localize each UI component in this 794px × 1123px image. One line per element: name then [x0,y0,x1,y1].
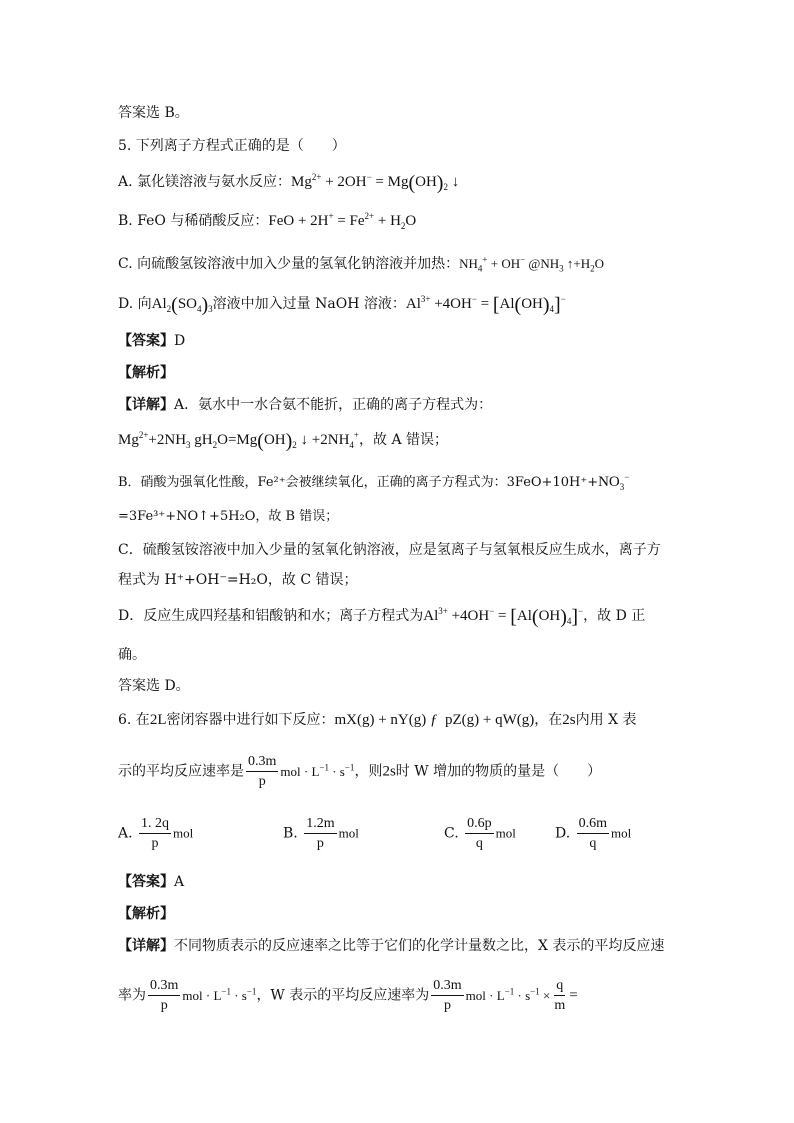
q5-d-label-pre: D. 向 [118,296,152,312]
q5-detail-b2: =3Fe³⁺+NO↑+5H₂O，故 B 错误； [118,509,339,524]
q5-d-reagent: $Al_2(SO_4)_3$ [151,294,213,316]
q6-detail2-pre: 率为 [118,987,146,1004]
q6-option-a-label: A. [118,825,133,842]
q5-option-d [118,294,566,315]
q5-answer [118,331,185,351]
q6-detail-rate-x: $\frac{0.3m}{p}$ [150,978,179,1013]
q6-stem [118,710,637,730]
q5-detail-tag: 【详解】 [118,397,174,413]
q5-conclusion: 答案选 D。 [118,678,190,694]
q6-option-b-fraction: $\frac{1.2m}{p}$ [306,816,335,851]
q6-option-c-fraction: $\frac{0.6p}{q}$ [467,816,492,851]
q6-detail-tag: 【详解】 [118,938,174,954]
q5-nitrate: $NO_3^-$ [598,472,630,492]
q5-option-a [118,172,459,193]
q5-detail-c2: 程式为 H⁺+OH⁻=H₂O，故 C 错误； [118,572,358,588]
q5-detail-d1 [118,606,645,627]
q6-volume: 2L [149,712,167,728]
q5-detail-d1-text: D．反应生成四羟基和铝酸钠和水；离子方程式为 [118,608,424,624]
q6-stem-mid: 密闭容器中进行如下反应： [166,712,335,728]
q5-d-equation: $Al^{3+} +4OH^- = [Al(OH)_4]^-$ [405,294,566,316]
q6-detail2-mid: ，W 表示的平均反应速率为 [256,987,430,1004]
q5-answer-value: D [174,333,186,349]
q5-answer-tag: 【答案】 [118,333,174,349]
q6-option-d-label: D. [555,825,571,842]
q5-detail-b-text: B．硝酸为强氧化性酸，Fe²⁺会被继续氧化，正确的离子方程式为：3FeO+10H⁺+ [118,475,599,490]
q6-analysis-tag: 【解析】 [118,906,174,922]
q5-c-equation: $NH_4^+ + OH^-$ $@NH_3$ $↑+H_2O$ [459,254,605,274]
q6-option-d: D. $\frac{0.6m}{q}$ mol [555,816,632,851]
q6-detail-rate-w: $\frac{0.3m}{p}$ [433,978,462,1013]
q5-detail-a-tail: ，故 A 错误； [359,432,449,448]
q5-option-b [118,211,416,231]
q6-line2-post2: 时 W 增加的物质的量是（ ） [395,763,602,780]
q6-reaction: mX(g) + nY(g) ƒ pZ(g) + qW(g) [334,712,535,728]
q5-detail-c1: C．硫酸氢铵溶液中加入少量的氢氧化钠溶液，应是氢离子与氢氧根反应生成水，离子方 [118,542,661,558]
q6-line2-pre: 示的平均反应速率是 [118,763,244,780]
q5-b-label: B. FeO 与稀硝酸反应： [118,213,269,229]
q6-option-b-label: B. [283,825,298,842]
q6-detail1-text: 不同物质表示的反应速率之比等于它们的化学计量数之比，X 表示的平均反应速 [174,938,665,954]
q6-line2-post: ，则 [354,763,383,780]
q5-a-equation: $Mg^{2+} + 2OH^- = Mg(OH)_2$ ↓ [291,172,460,194]
q5-c-label: C. 向硫酸氢铵溶液中加入少量的氢氧化钠溶液并加热： [118,256,460,272]
q5-detail-a [118,395,492,415]
q6-option-c-label: C. [444,825,459,842]
q6-option-a-fraction: $\frac{1. 2q}{p}$ [141,816,170,851]
q6-detail-ratio: $\frac{q}{m}$ [554,978,566,1013]
q5-a-label: A. 氯化镁溶液与氨水反应： [118,174,292,190]
q6-option-a: A. $\frac{1. 2q}{p}$ mol [118,816,194,851]
q6-detail2: 率为 $\frac{0.3m}{p}$ mol · $L^{-1} \cdot s^{-1}$，W 表示的平均反应速率为 $\frac{0.3m}{p}$ mol · $L^{-1} \cdot s^{-1}$ × $\frac{q}{m}$ = [118,978,578,1013]
q5-detail-b [118,472,629,493]
q5-analysis-tag: 【解析】 [118,365,174,381]
q6-answer-tag: 【答案】 [118,874,174,890]
q5-detail-a-equation-line [118,430,448,451]
q6-time2: 2s [382,763,396,780]
q6-stem-line2 [118,753,601,790]
q6-stem-post: ，在 [534,712,563,728]
q6-option-d-fraction: $\frac{0.6m}{q}$ [578,816,608,851]
q6-option-c: C. $\frac{0.6p}{q}$ mol [444,816,516,851]
q6-answer-value: A [174,874,185,890]
q6-rate-unit: mol · $L^{-1} \cdot s^{-1}$ [280,762,355,779]
q5-detail-d-equation: $Al^{3+} +4OH^- = [Al(OH)_4]^-$ [423,606,584,628]
q5-d-label-post: 溶液中加入过量 NaOH 溶液： [212,296,406,312]
q5-detail-d1-tail: ，故 D 正 [583,608,646,624]
q6-detail1 [118,936,664,956]
q5-detail-d2: 确。 [118,647,146,663]
q6-answer [118,872,184,892]
q5-detail-a-equation: $Mg^{2+}+2NH_3$ $gH_2O=Mg(OH)_2$ ↓ $+2NH_4^+$ [118,430,359,452]
q6-option-b: B. $\frac{1.2m}{p}$ mol [283,816,359,851]
q5-stem: 5. 下列离子方程式正确的是（ ） [118,138,346,154]
q6-rate-fraction: $\frac{0.3m}{p}$ [248,754,277,789]
q5-option-c [118,254,604,274]
q6-stem-post2: 内用 X 表 [575,712,637,728]
q5-b-equation: FeO + $2H^+ = Fe^{2+} + H_2O$ [268,211,417,231]
q6-stem-pre: 6. 在 [118,712,150,728]
q5-detail-a-text: A．氨水中一水合氨不能折，正确的离子方程式为： [174,397,493,413]
q6-time: 2s [562,712,576,728]
prev-conclusion: 答案选 B。 [118,105,189,121]
